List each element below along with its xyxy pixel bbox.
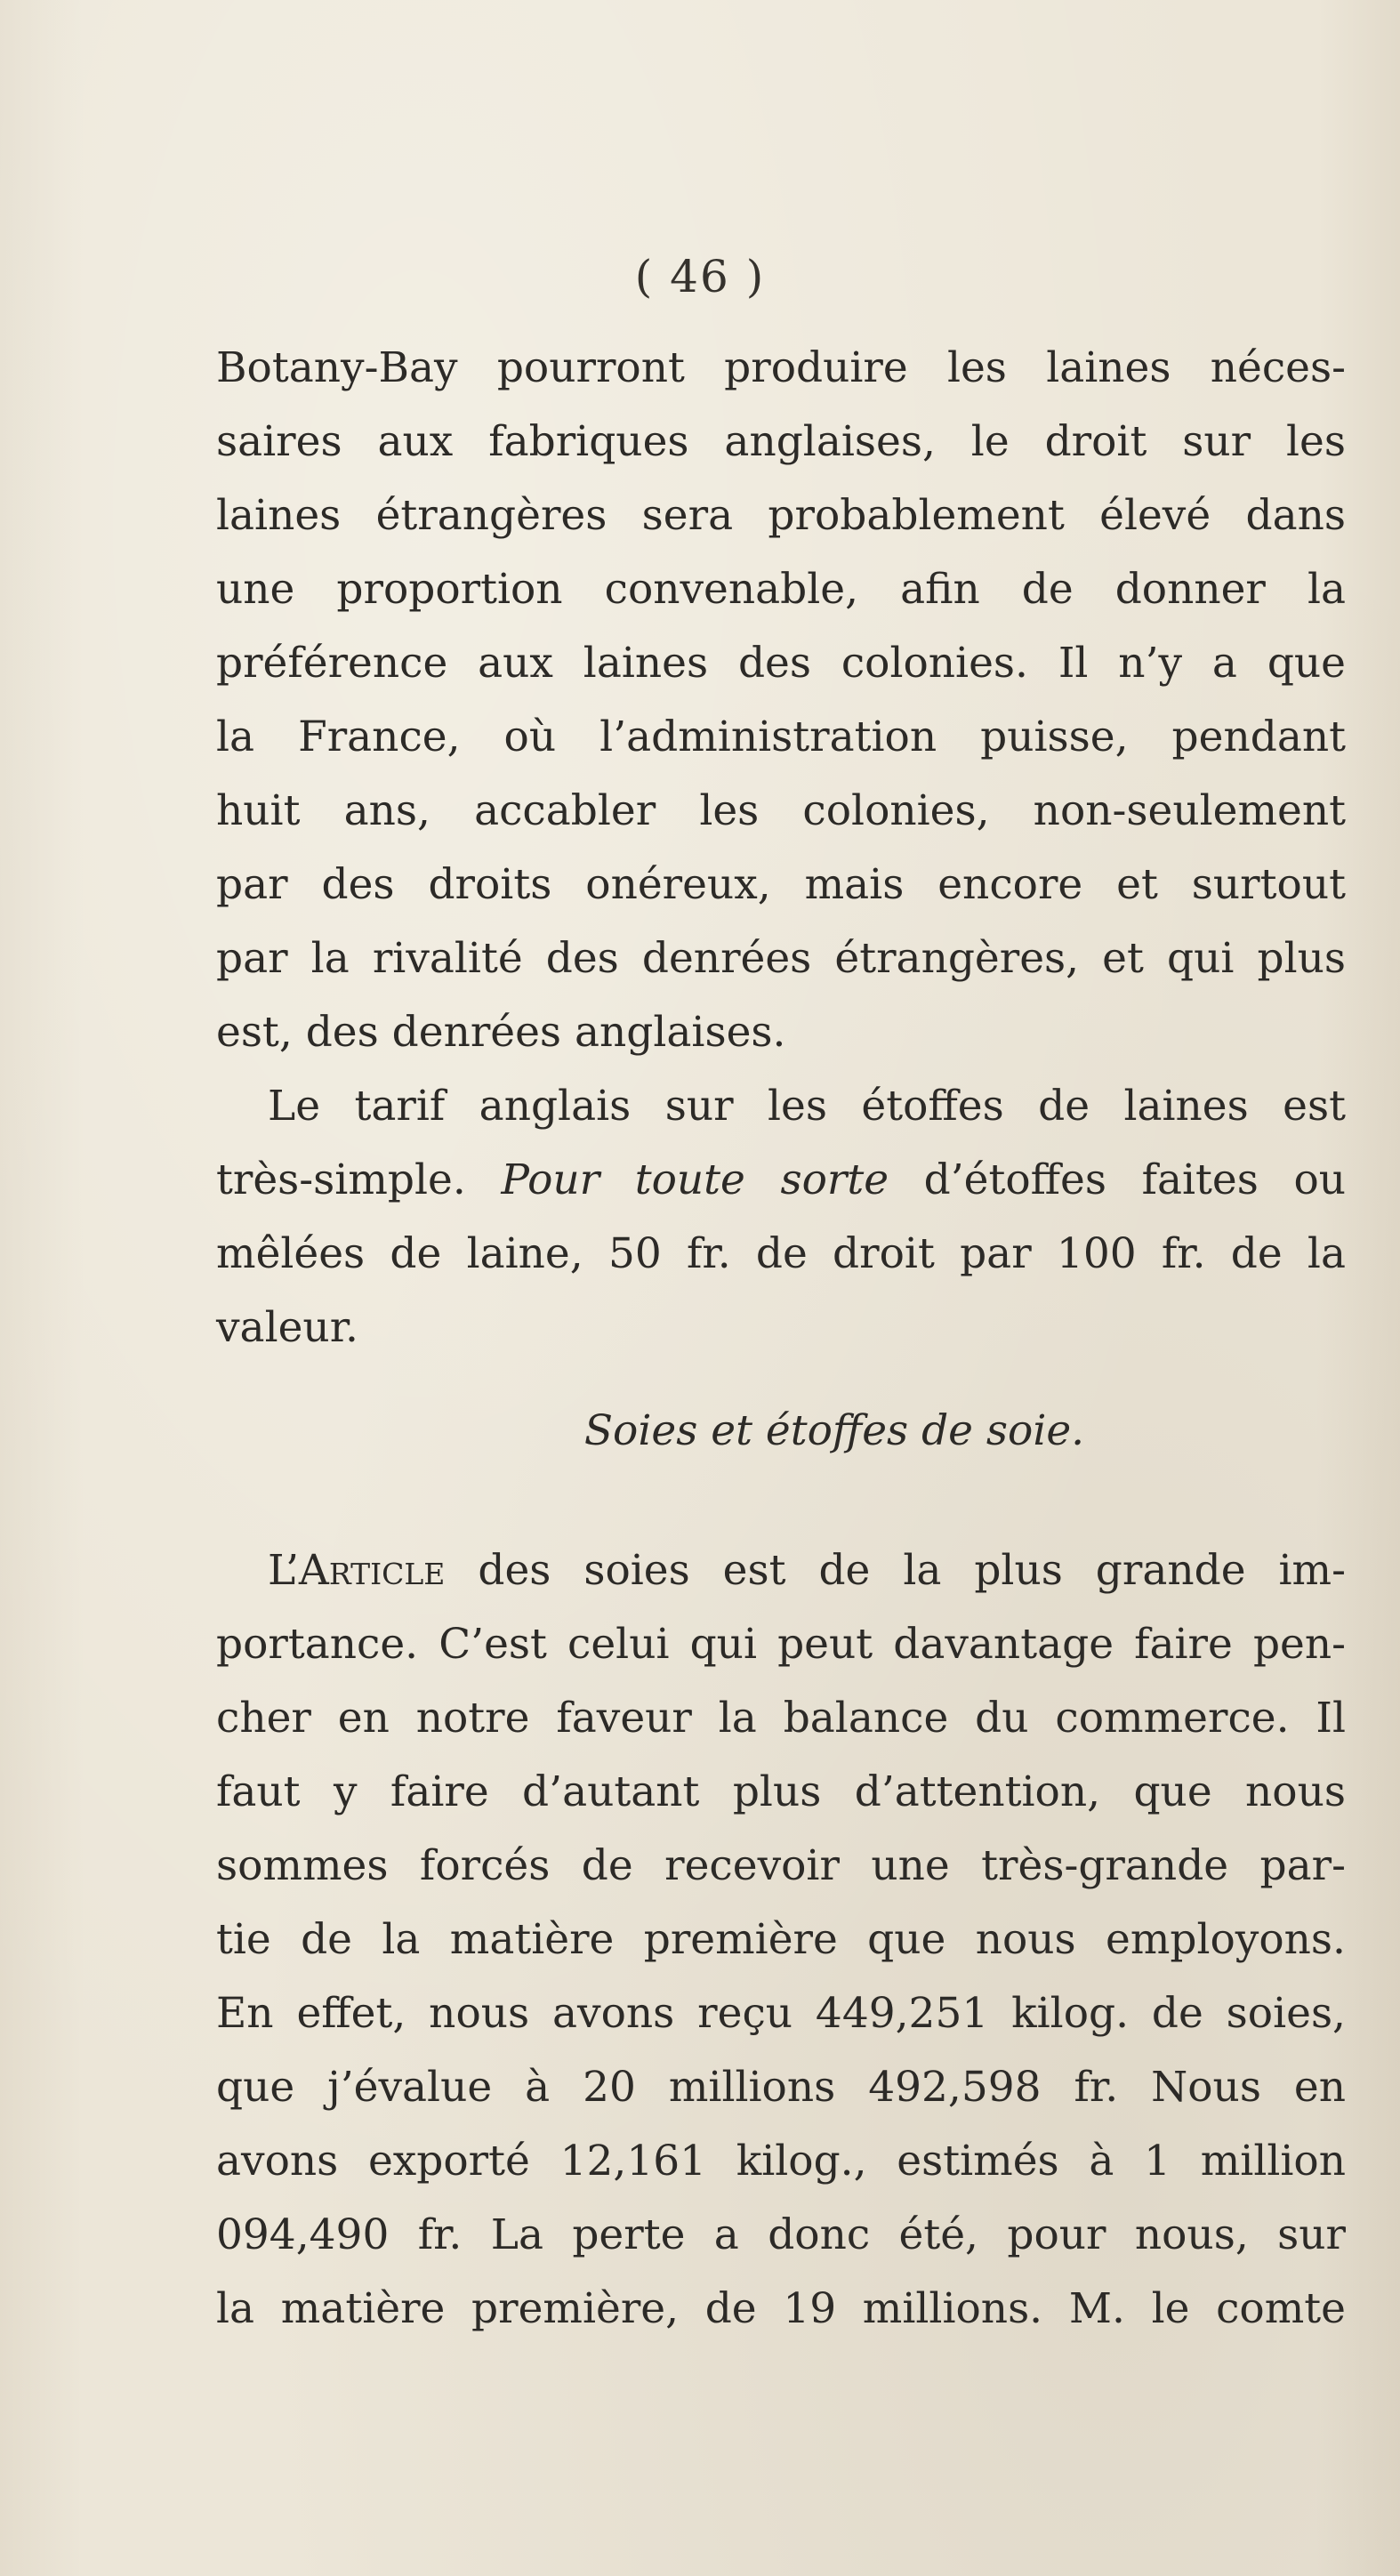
text-line: par la rivalité des denrées étrangères, et qui plus	[216, 934, 1346, 983]
text-segment: des soies est de la plus grande im-	[445, 1546, 1346, 1595]
opening-word: L’Article	[268, 1546, 446, 1595]
text-line: saires aux fabriques anglaises, le droit sur les	[216, 417, 1346, 466]
text-line: sommes forcés de recevoir une très-grande par-	[216, 1841, 1346, 1890]
text-line	[216, 1534, 1346, 1607]
italic-phrase: Pour toute sorte	[501, 1155, 889, 1204]
spacer	[216, 1498, 1346, 1534]
text-line: huit ans, accabler les colonies, non-seulement	[216, 786, 1346, 835]
text-line: la matière première, de 19 millions. M. le comte	[216, 2284, 1346, 2333]
text-line: valeur.	[216, 1303, 358, 1352]
text-line: Le tarif anglais sur les étoffes de laines est	[268, 1082, 1346, 1131]
text-line	[216, 1143, 1346, 1217]
text-line: la France, où l’administration puisse, pendant	[216, 712, 1346, 761]
paragraph-silk	[216, 1534, 1346, 2346]
text-line: avons exporté 12,161 kilog., estimés à 1 million	[216, 2137, 1346, 2186]
text-line: que j’évalue à 20 millions 492,598 fr. Nous en	[216, 2063, 1346, 2112]
text-line: est, des denrées anglaises.	[216, 1008, 786, 1057]
text-line: préférence aux laines des colonies. Il n’y a que	[216, 639, 1346, 688]
paragraph-wool-tariff	[216, 1069, 1346, 1364]
paragraph-continuation	[216, 331, 1346, 1069]
text-line: 094,490 fr. La perte a donc été, pour nous, sur	[216, 2210, 1346, 2259]
text-line: faut y faire d’autant plus d’attention, que nous	[216, 1767, 1346, 1816]
text-segment: très-simple.	[216, 1155, 502, 1204]
body-text	[216, 331, 1346, 2346]
text-line: cher en notre faveur la balance du commerce. Il	[216, 1694, 1346, 1743]
section-heading: Soies et étoffes de soie.	[583, 1406, 1085, 1455]
text-segment: d’étoffes faites ou	[889, 1155, 1347, 1204]
text-line: par des droits onéreux, mais encore et surtout	[216, 860, 1346, 909]
text-line: portance. C’est celui qui peut davantage faire pen-	[216, 1620, 1346, 1669]
text-line: mêlées de laine, 50 fr. de droit par 100 fr. de la	[216, 1229, 1346, 1278]
text-line: En effet, nous avons reçu 449,251 kilog. de soies,	[216, 1989, 1346, 2038]
text-line: tie de la matière première que nous employons.	[216, 1915, 1346, 1964]
page-number: ( 46 )	[634, 251, 766, 302]
text-line: Botany-Bay pourront produire les laines néces-	[216, 343, 1346, 392]
text-line: une proportion convenable, afin de donner la	[216, 565, 1346, 614]
text-line: laines étrangères sera probablement élevé dans	[216, 491, 1346, 540]
